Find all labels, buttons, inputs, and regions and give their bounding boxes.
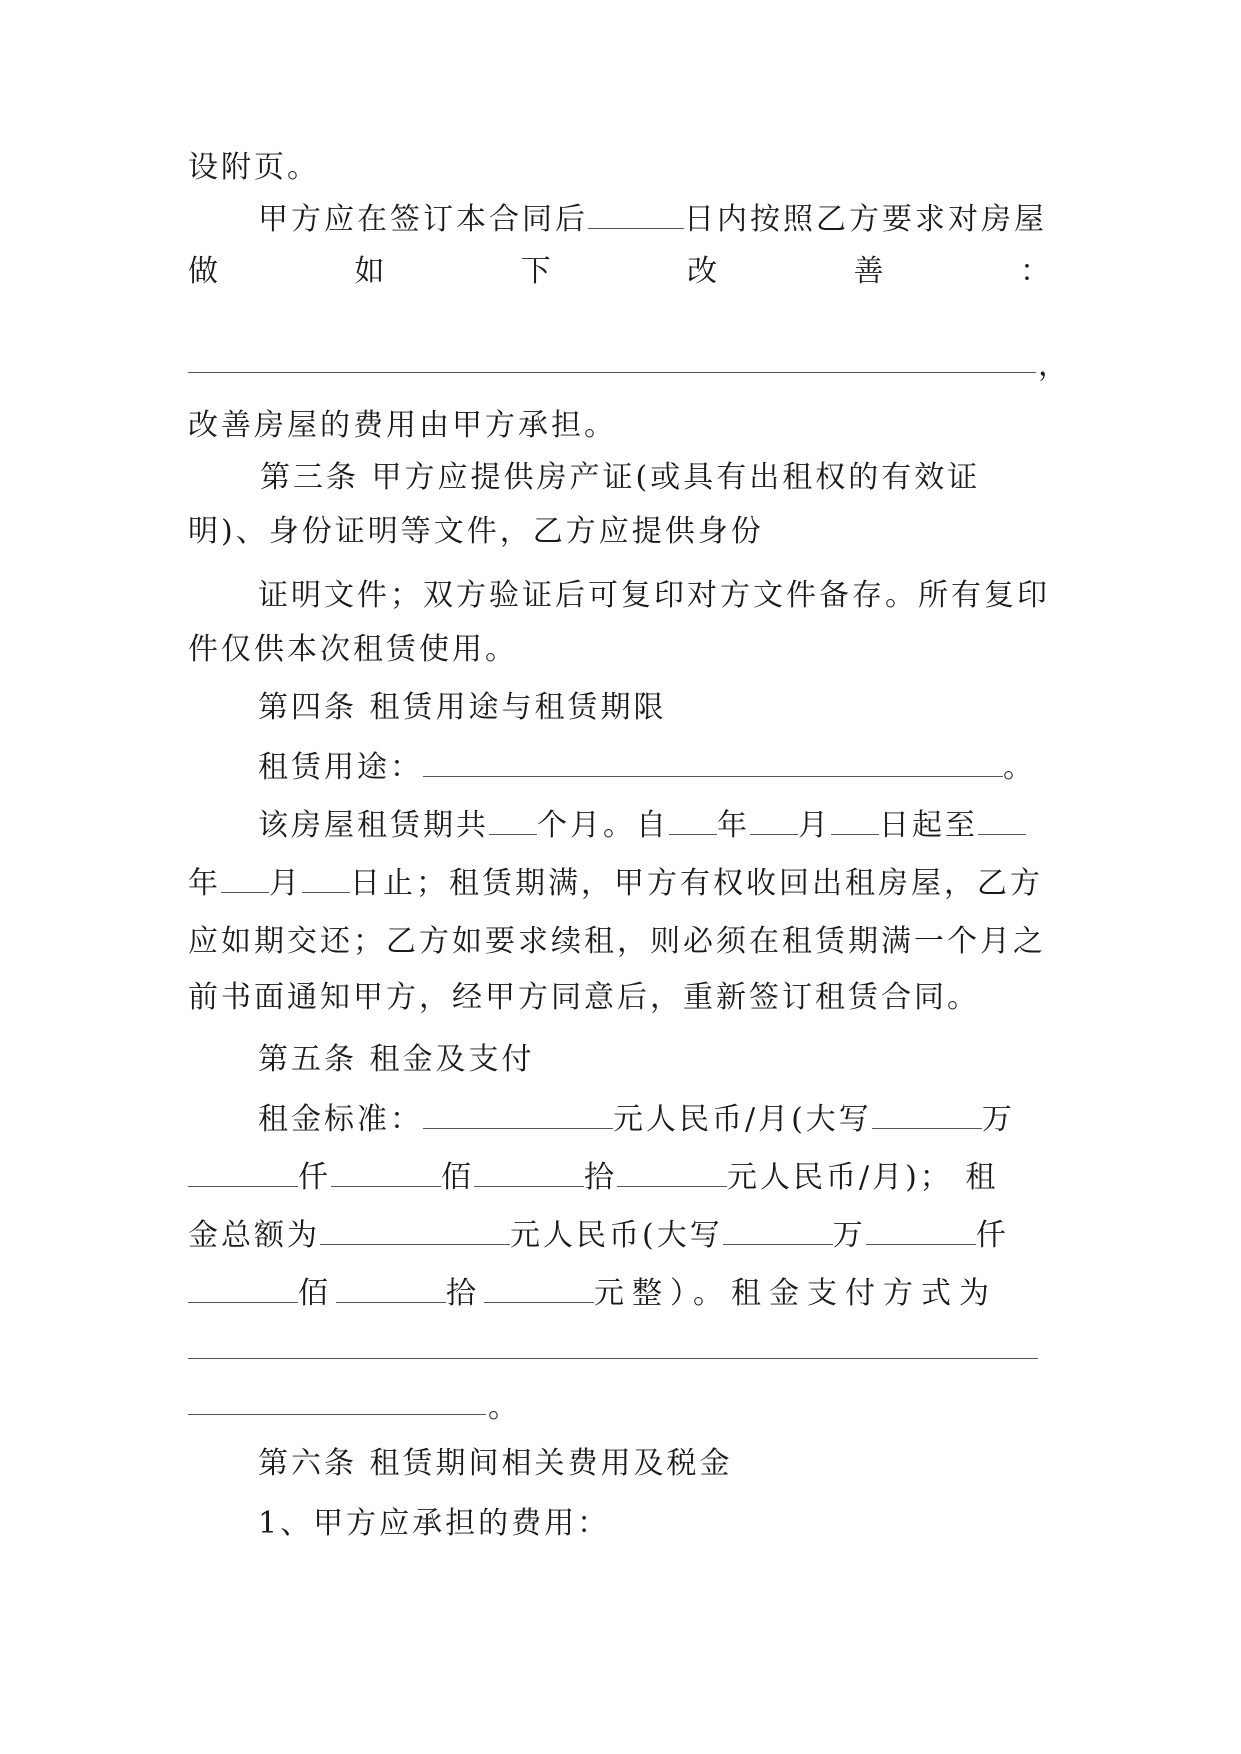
text: 应如期交还；乙方如要求续租，则必须在租赁期满一个月之 — [188, 924, 1046, 959]
text: 做 — [188, 254, 218, 289]
text-line — [258, 748, 1036, 788]
text: 金总额为 — [188, 1218, 320, 1253]
blank-field[interactable] — [188, 1158, 298, 1187]
text: 月 — [269, 866, 302, 901]
blank-field[interactable] — [423, 748, 1003, 777]
text: 元整）。租金支付方式为 — [594, 1276, 997, 1311]
text-line — [188, 406, 617, 446]
text: 证明文件；双方验证后可复印对方文件备存。所有复印 — [258, 578, 1050, 613]
text: 。 — [488, 1390, 521, 1425]
blank-field[interactable] — [188, 1274, 298, 1303]
text-line — [188, 630, 518, 670]
text-line — [258, 1504, 610, 1544]
justified-line — [188, 252, 1050, 292]
section-heading — [258, 688, 667, 728]
section-heading — [258, 1040, 535, 1080]
text-line — [188, 1274, 997, 1314]
blank-field[interactable] — [302, 864, 350, 893]
text-line — [188, 864, 1043, 904]
text: 仟 — [298, 1160, 331, 1195]
text: 日止；租赁期满，甲方有权收回出租房屋，乙方 — [350, 866, 1043, 901]
text: 万 — [981, 1102, 1015, 1137]
text: ， — [1038, 348, 1071, 383]
blank-field[interactable] — [188, 1358, 1038, 1359]
blank-field[interactable] — [617, 1158, 727, 1187]
text: 元人民币/月)； 租 — [727, 1160, 999, 1195]
blank-field[interactable] — [320, 1216, 510, 1245]
blank-field[interactable] — [866, 1216, 976, 1245]
blank-field[interactable] — [221, 864, 269, 893]
text-line — [488, 1388, 521, 1428]
blank-field[interactable] — [750, 806, 798, 835]
text-line — [188, 978, 980, 1018]
text: 改 — [687, 254, 718, 289]
text: 拾 — [584, 1160, 617, 1195]
text: 第六条 租赁期间相关费用及税金 — [258, 1446, 733, 1481]
text-line — [258, 200, 1047, 240]
text: 改善房屋的费用由甲方承担。 — [188, 408, 617, 443]
blank-field[interactable] — [188, 1414, 486, 1415]
text: 1、甲方应承担的费用： — [258, 1506, 611, 1541]
blank-field[interactable] — [336, 1274, 446, 1303]
text: 明)、身份证明等文件，乙方应提供身份 — [188, 514, 764, 549]
text-line — [188, 148, 320, 188]
text: 万 — [832, 1218, 866, 1253]
text: 年 — [188, 866, 221, 901]
text: 件仅供本次租赁使用。 — [188, 632, 518, 667]
text-line — [188, 922, 1046, 962]
text: 拾 — [446, 1276, 484, 1311]
text: 下 — [520, 254, 551, 289]
text-line — [1038, 346, 1071, 386]
text-line — [188, 1216, 1009, 1256]
text: 如 — [354, 254, 385, 289]
blank-field[interactable] — [831, 806, 879, 835]
blank-field[interactable] — [723, 1216, 833, 1245]
text: 元人民币(大写 — [510, 1218, 723, 1253]
text: 租赁用途： — [258, 750, 423, 785]
blank-field[interactable] — [669, 806, 717, 835]
blank-field[interactable] — [423, 1100, 613, 1129]
text: 日起至 — [879, 808, 978, 843]
text: 第四条 租赁用途与租赁期限 — [258, 690, 667, 725]
blank-field[interactable] — [978, 806, 1026, 835]
blank-field[interactable] — [588, 200, 684, 229]
text-line — [188, 1158, 998, 1198]
blank-field[interactable] — [484, 1274, 594, 1303]
text-line — [188, 512, 764, 552]
text: 。 — [1003, 750, 1036, 785]
text: 第五条 租金及支付 — [258, 1042, 535, 1077]
text: 第三条 甲方应提供房产证(或具有出租权的有效证 — [260, 460, 981, 495]
text: 该房屋租赁期共 — [258, 808, 489, 843]
section-heading — [258, 1444, 733, 1484]
blank-field[interactable] — [489, 806, 537, 835]
text: 佰 — [441, 1160, 474, 1195]
blank-field[interactable] — [474, 1158, 584, 1187]
text: 日内按照乙方要求对房屋 — [684, 202, 1047, 237]
text: 设附页。 — [188, 150, 320, 185]
text-line — [258, 1100, 1015, 1140]
text: 甲方应在签订本合同后 — [258, 202, 588, 237]
text: 元人民币/月(大写 — [613, 1102, 872, 1137]
blank-field[interactable] — [188, 372, 1036, 373]
text: 月 — [798, 808, 831, 843]
text: 租金标准： — [258, 1102, 423, 1137]
text: 前书面通知甲方，经甲方同意后，重新签订租赁合同。 — [188, 980, 980, 1015]
blank-field[interactable] — [872, 1100, 982, 1129]
blank-field[interactable] — [331, 1158, 441, 1187]
text: 年 — [717, 808, 750, 843]
text-line — [258, 576, 1050, 616]
text-line — [260, 458, 980, 498]
text: 善 — [853, 254, 884, 289]
text: ： — [1019, 254, 1050, 289]
text: 仟 — [975, 1218, 1009, 1253]
text: 佰 — [298, 1276, 336, 1311]
text: 个月。自 — [537, 808, 669, 843]
text-line — [258, 806, 1026, 846]
